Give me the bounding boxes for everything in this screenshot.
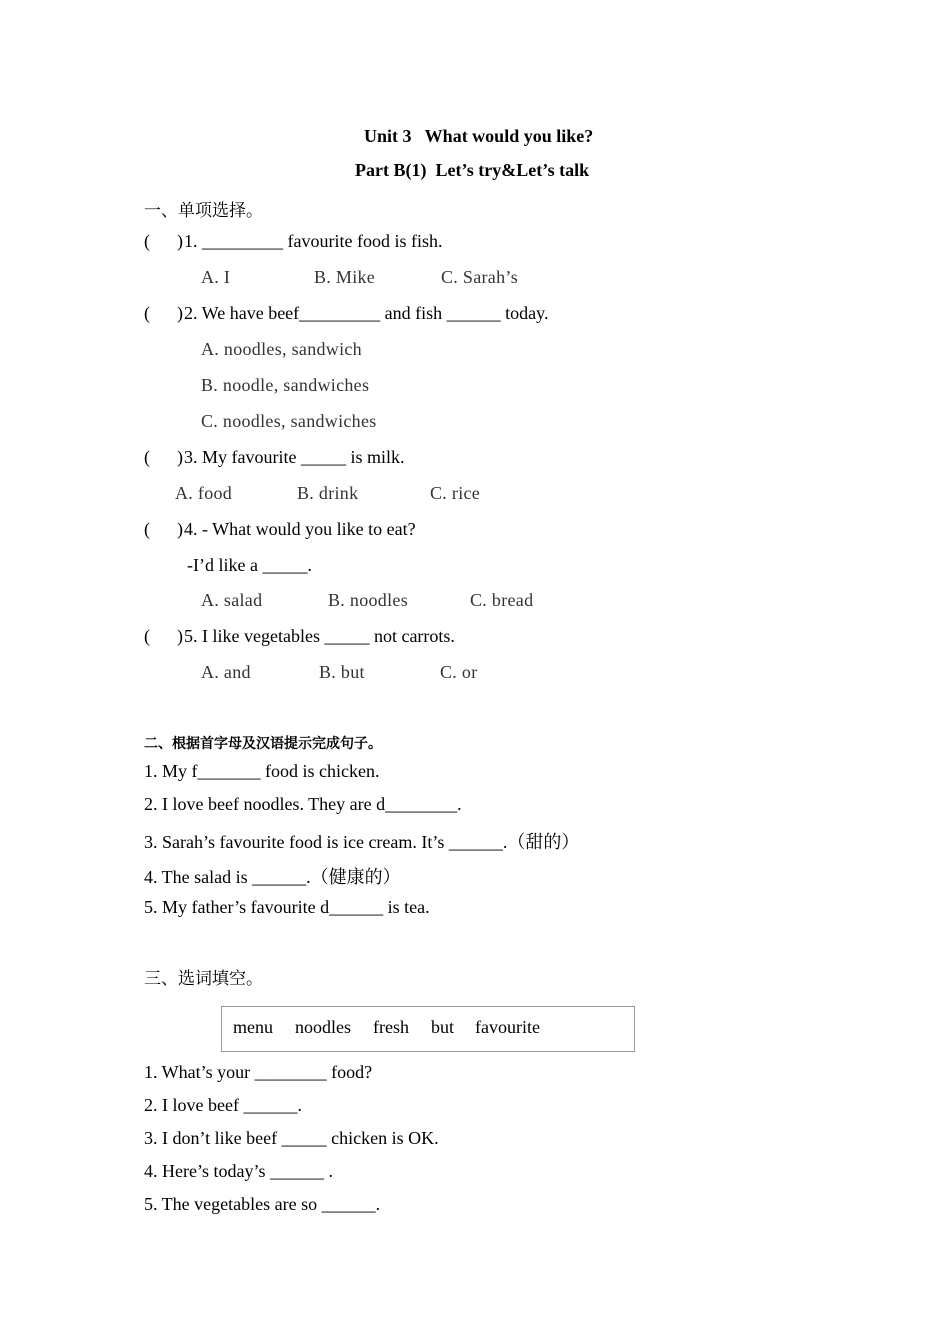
word-box-item-favourite: favourite <box>475 1017 540 1037</box>
q2-answer-paren: ( ) <box>144 303 183 323</box>
section3-item-1: 1. What’s your ________ food? <box>144 1062 373 1082</box>
q2-option-c: C. noodles, sandwiches <box>201 411 377 431</box>
q4-option-c: C. bread <box>470 590 534 610</box>
section3-item-3: 3. I don’t like beef _____ chicken is OK. <box>144 1128 439 1148</box>
section2-item-4: 4. The salad is ______.（健康的） <box>144 867 401 887</box>
word-box-item-but: but <box>431 1017 455 1037</box>
q5-answer-paren: ( ) <box>144 626 183 646</box>
word-box-item-noodles: noodles <box>295 1017 351 1037</box>
q4-stem-reply: -I’d like a _____. <box>187 555 312 575</box>
q1-option-c: C. Sarah’s <box>441 267 518 287</box>
q2-option-b: B. noodle, sandwiches <box>201 375 370 395</box>
q4-answer-paren: ( ) <box>144 519 183 539</box>
section2-item-2: 2. I love beef noodles. They are d________. <box>144 794 462 814</box>
section3-item-2: 2. I love beef ______. <box>144 1095 302 1115</box>
q3-option-a: A. food <box>175 483 233 503</box>
q4-option-b: B. noodles <box>328 590 409 610</box>
word-box-item-fresh: fresh <box>373 1017 409 1037</box>
q4-option-a: A. salad <box>201 590 263 610</box>
section2-item-3: 3. Sarah’s favourite food is ice cream. It’s ______.（甜的） <box>144 832 580 852</box>
q2-stem: 2. We have beef_________ and fish ______ today. <box>184 303 549 323</box>
q5-option-b: B. but <box>319 662 365 682</box>
q1-stem: 1. _________ favourite food is fish. <box>184 231 443 251</box>
page-title: Unit 3 What would you like? <box>364 126 594 146</box>
q1-option-b: B. Mike <box>314 267 376 287</box>
section3-heading: 三、选词填空。 <box>144 969 263 989</box>
q5-option-a: A. and <box>201 662 251 682</box>
q1-answer-paren: ( ) <box>144 231 183 251</box>
section1-heading: 一、单项选择。 <box>144 201 263 221</box>
page-subtitle: Part B(1) Let’s try&Let’s talk <box>355 160 590 180</box>
q3-option-b: B. drink <box>297 483 359 503</box>
section3-item-4: 4. Here’s today’s ______ . <box>144 1161 333 1181</box>
section3-item-5: 5. The vegetables are so ______. <box>144 1194 381 1214</box>
q1-option-a: A. I <box>201 267 231 287</box>
q4-stem: 4. - What would you like to eat? <box>184 519 416 539</box>
word-box-item-menu: menu <box>233 1017 273 1037</box>
word-box <box>221 1006 635 1052</box>
q5-option-c: C. or <box>440 662 478 682</box>
q3-answer-paren: ( ) <box>144 447 183 467</box>
q3-stem: 3. My favourite _____ is milk. <box>184 447 405 467</box>
section2-item-1: 1. My f_______ food is chicken. <box>144 761 380 781</box>
q2-option-a: A. noodles, sandwich <box>201 339 362 359</box>
section2-item-5: 5. My father’s favourite d______ is tea. <box>144 897 430 917</box>
q3-option-c: C. rice <box>430 483 481 503</box>
q5-stem: 5. I like vegetables _____ not carrots. <box>184 626 455 646</box>
section2-heading: 二、根据首字母及汉语提示完成句子。 <box>144 736 382 752</box>
